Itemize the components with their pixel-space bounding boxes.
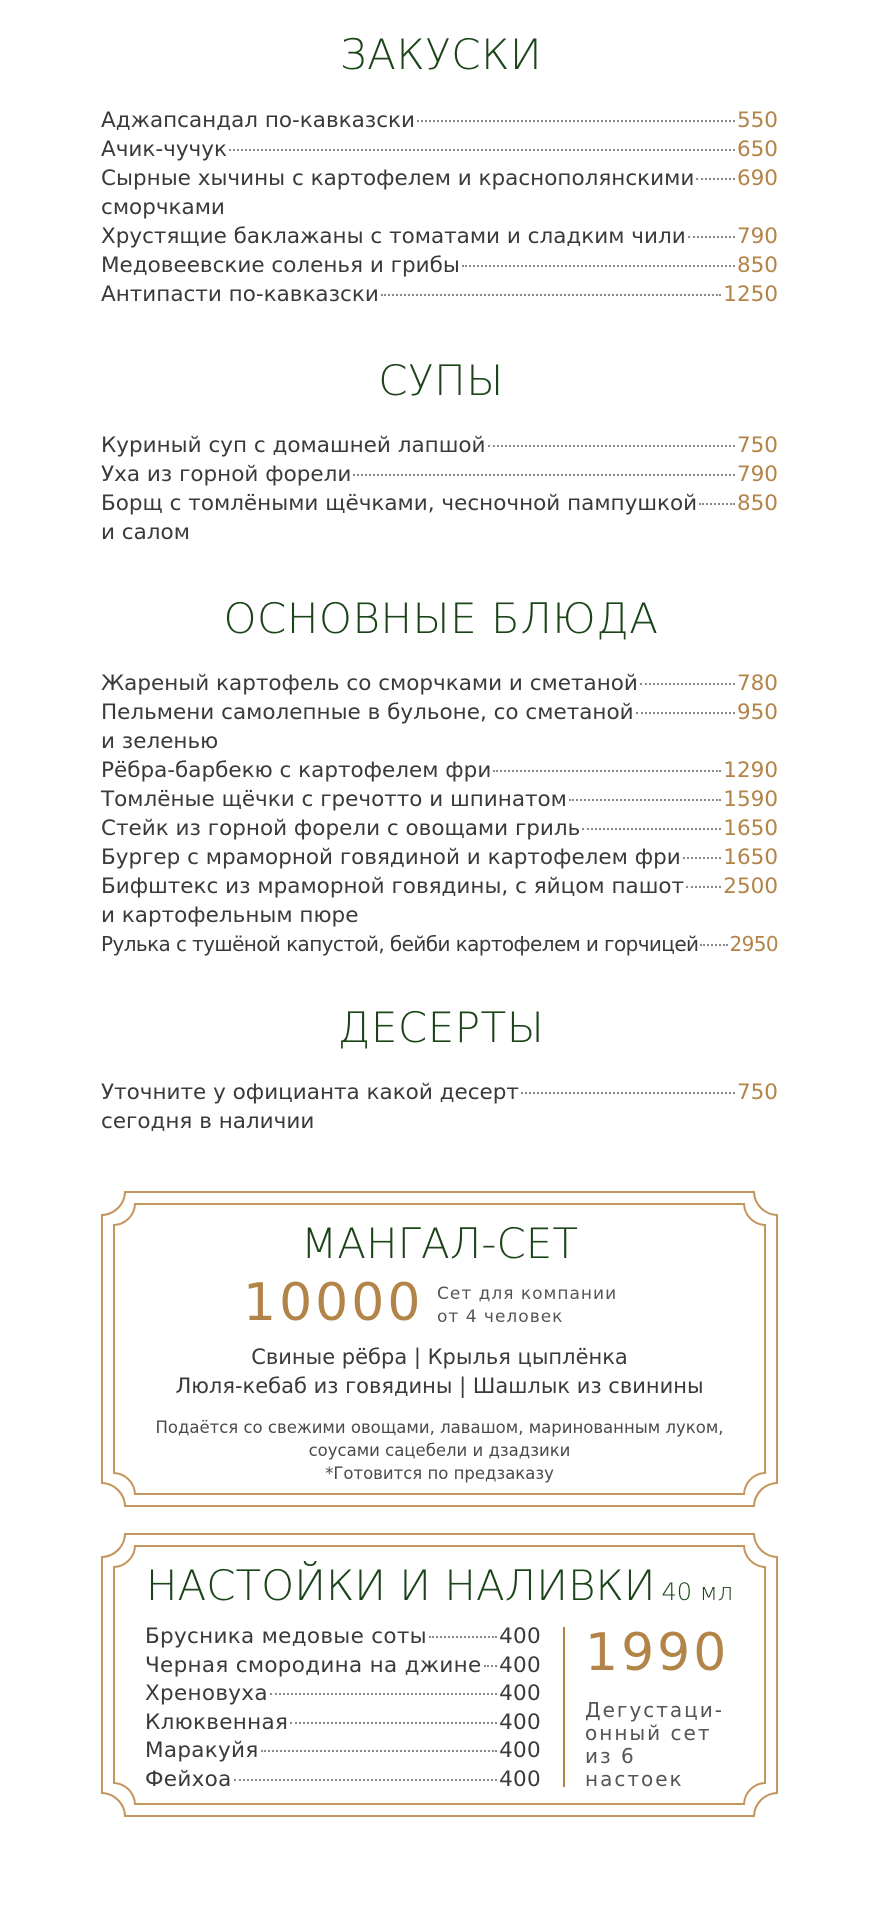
menu-item: Жареный картофель со сморчками и сметаной 780: [101, 671, 778, 696]
menu-item: Пельмени самолепные в бульоне, со сметаной и зеленью 950: [101, 700, 778, 754]
tinctures-list: [145, 1623, 541, 1794]
main-dishes-list: [101, 669, 778, 959]
tasting-set-price: 1990: [585, 1623, 730, 1683]
tinctures-title: НАСТОЙКИ И НАЛИВКИ 40 мл: [145, 1561, 734, 1610]
tinctures-volume: 40 мл: [661, 1578, 734, 1606]
serving-line: соусами сацебели и дзадзики: [308, 1441, 571, 1460]
menu-item: Рулька с тушёной капустой, бейби картофелем и горчицей 2950: [101, 932, 778, 956]
vertical-divider: [563, 1627, 565, 1787]
mangal-set-title: МАНГАЛ-СЕТ: [301, 1219, 578, 1268]
tincture-item: Маракуйя 400: [145, 1738, 541, 1763]
serving-line: Подаётся со свежими овощами, лавашом, маринованным луком,: [155, 1418, 724, 1437]
menu-item: Хрустящие баклажаны с томатами и сладким чили 790: [101, 224, 778, 249]
section-title-appetizers: ЗАКУСКИ: [339, 30, 543, 79]
menu-item: Уточните у официанта какой десерт сегодня в наличии 750: [101, 1080, 778, 1134]
mangal-set-items-line1: Свиные рёбра | Крылья цыплёнка: [251, 1345, 628, 1369]
menu-item: Антипасти по-кавказски 1250: [101, 282, 778, 307]
menu-item: Куриный суп с домашней лапшой 750: [101, 433, 778, 458]
menu-item: Медовеевские соленья и грибы 850: [101, 253, 778, 278]
tinctures-card: [101, 1533, 778, 1817]
menu-item: Бургер с мраморной говядиной и картофелем фри 1650: [101, 845, 778, 870]
mangal-set-serving-info: [101, 1416, 778, 1485]
menu-item: Уха из горной форели 790: [101, 462, 778, 487]
mangal-set-card: [101, 1191, 778, 1507]
menu-item: Сырные хычины с картофелем и краснополянскими сморчками 690: [101, 166, 778, 220]
preorder-note: *Готовится по предзаказу: [325, 1464, 554, 1483]
menu-item: Бифштекс из мраморной говядины, с яйцом пашот и картофельным пюре 2500: [101, 874, 778, 928]
tincture-item: Брусника медовые соты 400: [145, 1624, 541, 1649]
section-title-main-dishes: ОСНОВНЫЕ БЛЮДА: [223, 594, 659, 643]
section-title-desserts: ДЕСЕРТЫ: [337, 1003, 545, 1052]
desserts-list: [101, 1078, 778, 1136]
mangal-set-price: 10000: [243, 1273, 424, 1333]
mangal-set-note: Сет для компании от 4 человек: [437, 1284, 618, 1327]
tincture-item: Черная смородина на джине 400: [145, 1652, 541, 1678]
menu-item: Борщ с томлёными щёчками, чесночной пампушкой и салом 850: [101, 491, 778, 545]
menu-item: Рёбра-барбекю с картофелем фри 1290: [101, 758, 778, 783]
tincture-item: Фейхоа 400: [145, 1766, 541, 1792]
menu-item: Ачик-чучук 650: [101, 137, 778, 162]
menu-item: Стейк из горной форели с овощами гриль 1650: [101, 816, 778, 841]
section-title-soups: СУПЫ: [378, 356, 504, 405]
tincture-item: Хреновуха 400: [145, 1681, 541, 1706]
menu-item: Аджапсандал по-кавказски 550: [101, 108, 778, 133]
tincture-item: Клюквенная 400: [145, 1709, 541, 1735]
appetizers-list: [101, 106, 778, 309]
tasting-set-note: Дегустаци- онный сет из 6 настоек: [585, 1698, 725, 1791]
menu-item: Томлёные щёчки с гречотто и шпинатом 1590: [101, 787, 778, 812]
mangal-set-items-line2: Люля-кебаб из говядины | Шашлык из свинины: [175, 1374, 704, 1398]
soups-list: [101, 431, 778, 547]
